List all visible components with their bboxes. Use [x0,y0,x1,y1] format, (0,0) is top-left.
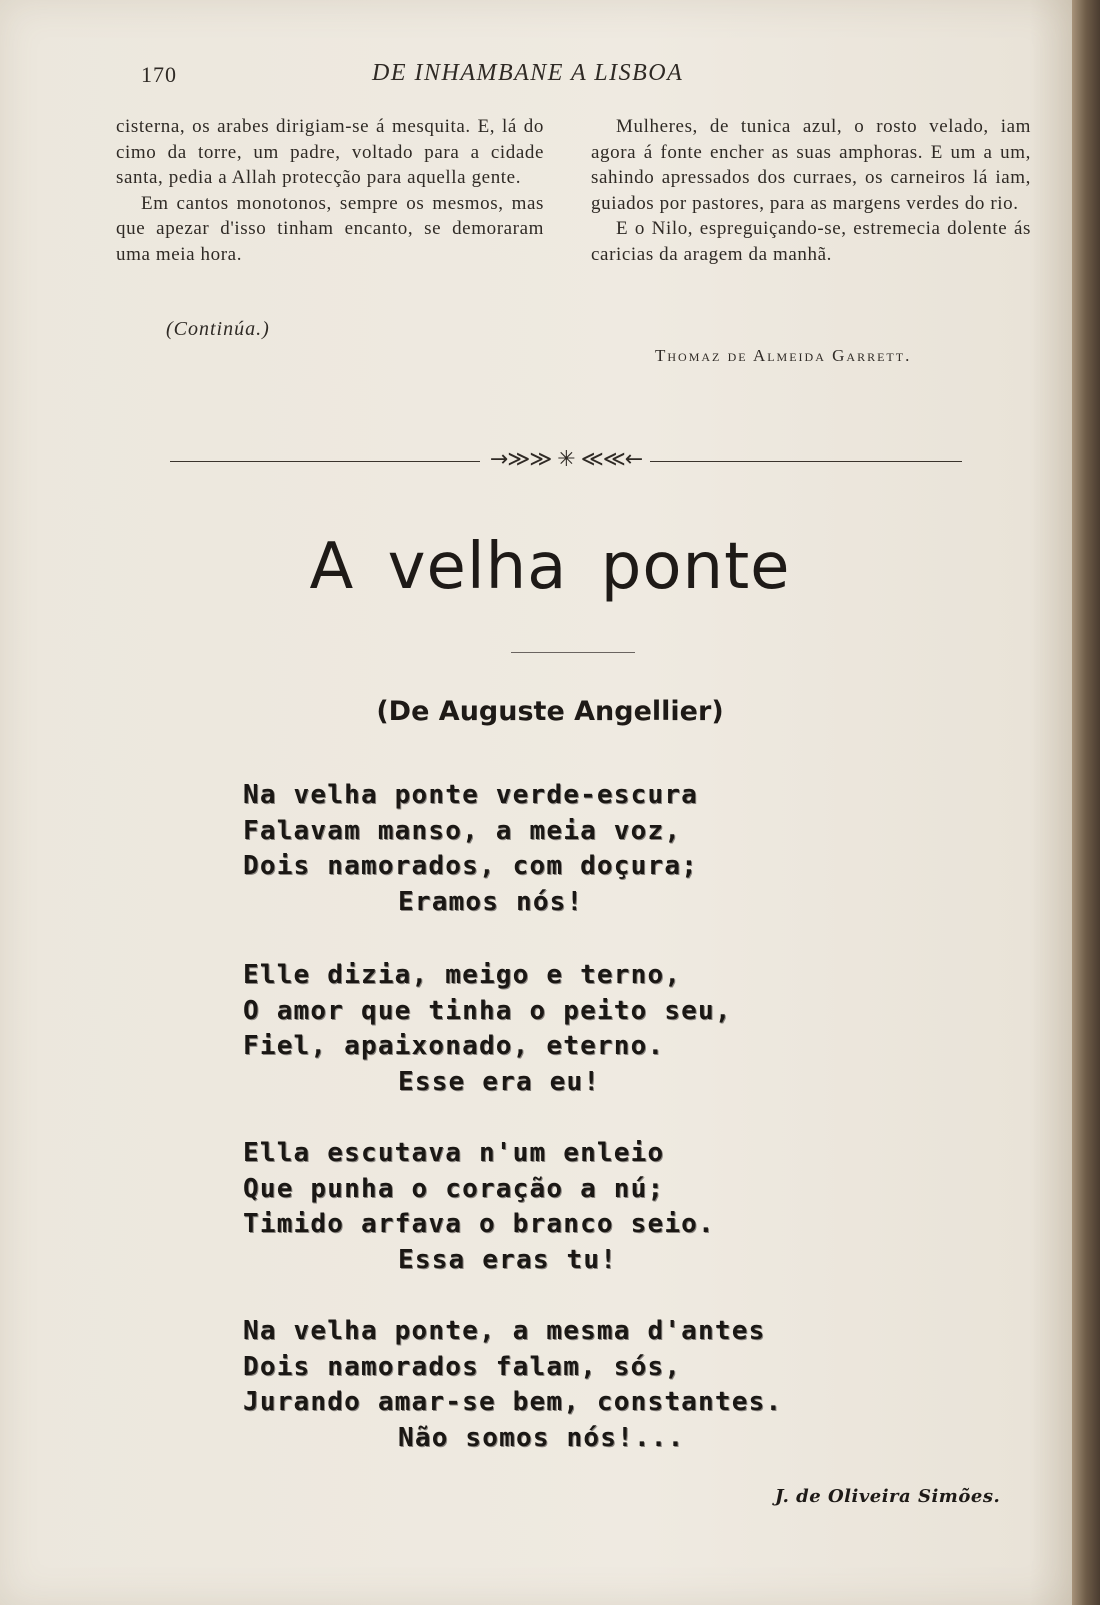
continua-note: (Continúa.) [166,318,270,340]
title-underline [511,652,635,653]
poem-stanza [243,778,698,920]
poem-verse: Ella escutava n'um enleio [243,1138,665,1168]
divider-rule-left [170,461,480,462]
poem-verse: Na velha ponte verde-escura [243,780,699,810]
poem-verse: Dois namorados falam, sós, [243,1351,682,1382]
paragraph: Mulheres, de tunica azul, o rosto velado, iam agora á fonte encher as suas amphoras. E um a um, sahindo apressados dos curraes, os carneiros lá iam, guiados por pastores, para as margens verdes do rio. [591,116,1031,214]
poem-refrain: Eramos nós! [398,886,584,917]
poem-verse: Jurando amar-se bem, constantes. [243,1387,783,1417]
ornament-divider-icon: →≫≫ ✳ ≪≪← [489,447,643,472]
poem-refrain: Esse era eu! [398,1066,601,1097]
poem-refrain: Não somos nós!... [398,1422,685,1453]
running-title: DE INHAMBANE A LISBOA [372,60,684,86]
poem-subtitle: (De Auguste Angellier) [376,696,724,727]
paragraph: Em cantos monotonos, sempre os mesmos, mas que apezar d'isso tinham encanto, se demoraram uma meia hora. [116,192,544,265]
divider-rule-right [650,461,962,462]
poem-verse: O amor que tinha o peito seu, [243,995,732,1026]
poem-stanza [243,958,732,1100]
poem-verse: Na velha ponte, a mesma d'antes [243,1316,766,1346]
poem-refrain: Essa eras tu! [398,1244,618,1275]
poem-title: A velha ponte [309,530,791,604]
poem-author-signature: J. de Oliveira Simões. [775,1486,1001,1507]
poem-verse: Elle dizia, meigo e terno, [243,960,682,990]
poem-verse: Que punha o coração a nú; [243,1173,665,1204]
article-left-column [116,114,544,267]
paragraph: E o Nilo, espreguiçando-se, estremecia dolente ás caricias da aragem da manhã. [591,218,1031,265]
article-right-column [591,114,1031,267]
article-author-signature: Thomaz de Almeida Garrett. [655,346,912,365]
poem-verse: Dois namorados, com doçura; [243,851,699,881]
paragraph: cisterna, os arabes dirigiam-se á mesquita. E, lá do cimo da torre, um padre, voltado para a cidade santa, pedia a Allah protecção para aquella gente. [116,116,544,188]
poem-stanza [243,1136,715,1278]
poem-verse: Fiel, apaixonado, eterno. [243,1031,665,1061]
book-edge [1072,0,1100,1605]
poem-stanza [243,1314,782,1456]
poem-verse: Falavam manso, a meia voz, [243,815,682,846]
page-number: 170 [141,62,177,87]
poem-verse: Timido arfava o branco seio. [243,1209,715,1239]
